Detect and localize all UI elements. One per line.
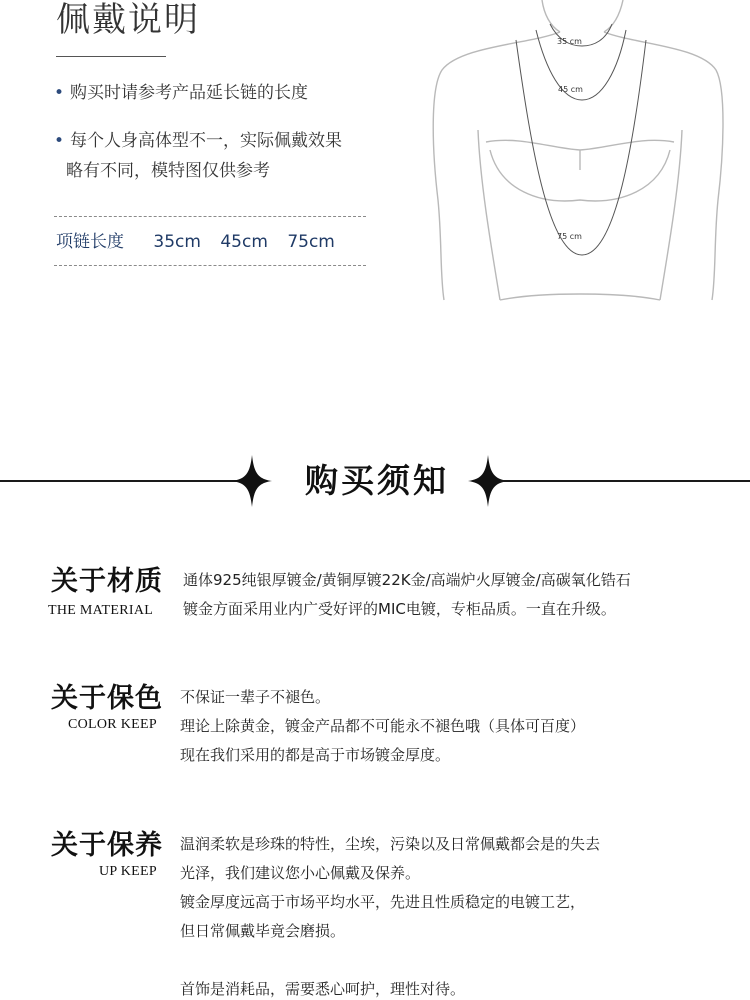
header-rule-left	[0, 480, 240, 482]
color-keep-line-2: 理论上除黄金，镀金产品都不可能永不褪色哦（具体可百度）	[180, 717, 586, 735]
diagram-label-75: 75 cm	[557, 232, 582, 241]
bullet-text-continued: 略有不同，模特图仅供参考	[66, 161, 270, 181]
upkeep-title: 关于保养	[51, 830, 163, 861]
material-body	[183, 566, 723, 624]
upkeep-line-2: 光泽，我们建议您小心佩戴及保养。	[180, 864, 421, 882]
upkeep-line-6: 首饰是消耗品，需要悉心呵护，理性对待。	[180, 980, 466, 998]
material-line-2: 镀金方面采用业内广受好评的MIC电镀，专柜品质。一直在升级。	[183, 600, 616, 618]
star-ornament-left-icon	[232, 455, 272, 507]
material-line-1: 通体925纯银厚镀金/黄铜厚镀22K金/高端炉火厚镀金/高碳氧化锆石	[183, 571, 631, 589]
material-subtitle: THE MATERIAL	[48, 603, 154, 618]
necklace-length-row	[56, 228, 349, 256]
upkeep-subtitle: UP KEEP	[99, 864, 157, 879]
bullet-dot: •	[54, 83, 65, 103]
upkeep-body	[180, 830, 720, 1000]
necklace-length-label: 项链长度	[56, 232, 124, 252]
upkeep-spacer	[180, 946, 720, 975]
model-silhouette-diagram	[420, 0, 730, 305]
wear-guide-title: 佩戴说明	[56, 0, 200, 40]
chain-lines	[516, 24, 646, 255]
color-keep-line-3: 现在我们采用的都是高于市场镀金厚度。	[180, 746, 451, 764]
color-keep-line-1: 不保证一辈子不褪色。	[180, 688, 331, 706]
bullet-text: 每个人身高体型不一，实际佩戴效果	[70, 131, 343, 151]
dashed-divider	[54, 265, 366, 266]
bullet-dot: •	[54, 131, 65, 151]
length-option-45: 45cm	[220, 232, 268, 252]
bullet-text: 购买时请参考产品延长链的长度	[70, 83, 309, 103]
chain-75	[516, 40, 646, 255]
wear-bullet-1	[54, 78, 308, 108]
upkeep-line-4: 但日常佩戴毕竟会磨损。	[180, 922, 346, 940]
diagram-label-35: 35 cm	[557, 37, 582, 46]
purchase-notice-title: 购买须知	[305, 461, 449, 500]
diagram-label-45: 45 cm	[558, 85, 583, 94]
upkeep-line-3: 镀金厚度远高于市场平均水平，先进且性质稳定的电镀工艺，	[180, 893, 586, 911]
material-title: 关于材质	[51, 566, 163, 597]
dashed-divider	[54, 216, 366, 217]
wear-bullet-2	[54, 126, 394, 186]
color-keep-subtitle: COLOR KEEP	[68, 717, 157, 732]
length-option-35: 35cm	[153, 232, 201, 252]
length-option-75: 75cm	[287, 232, 335, 252]
color-keep-title: 关于保色	[51, 683, 163, 714]
header-rule-right	[500, 480, 750, 482]
color-keep-body	[180, 683, 720, 770]
upkeep-line-1: 温润柔软是珍珠的特性，尘埃，污染以及日常佩戴都会是的失去	[180, 835, 601, 853]
title-underline	[56, 56, 166, 57]
